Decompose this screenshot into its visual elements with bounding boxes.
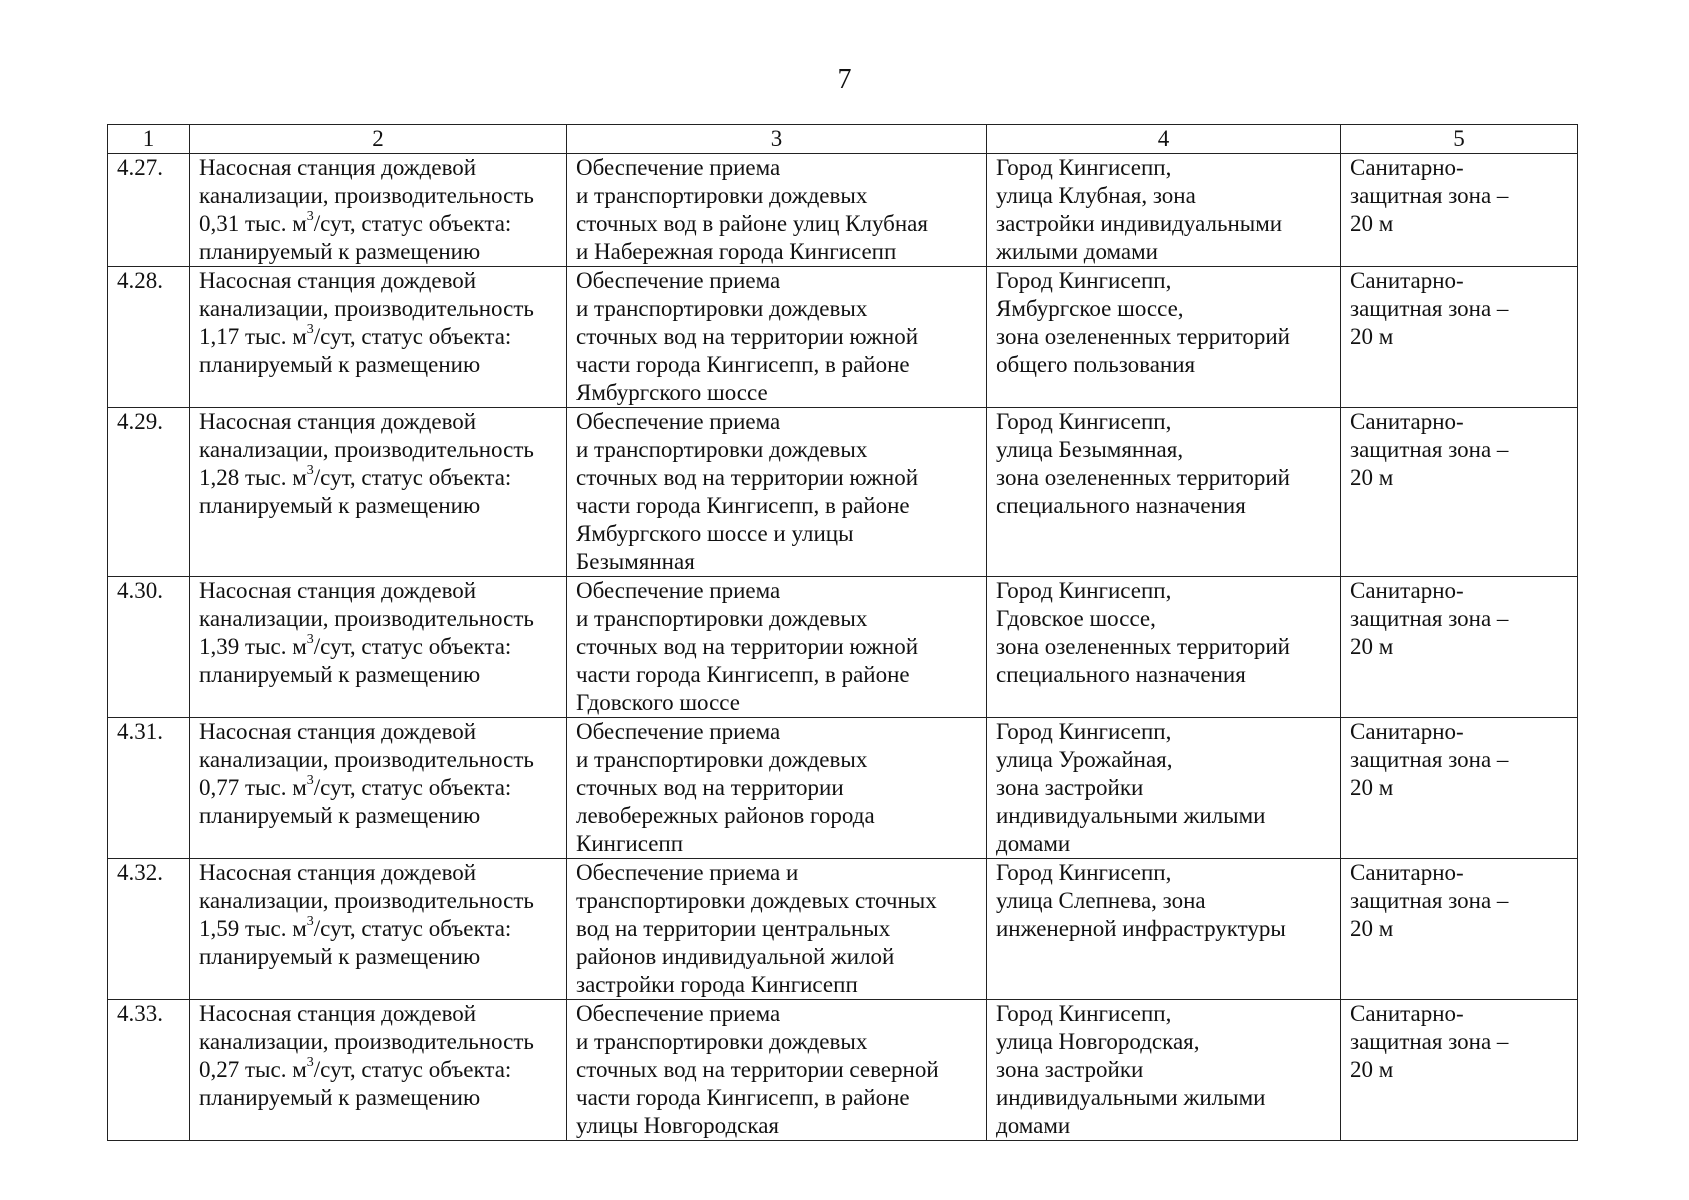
location-line: специального назначения bbox=[996, 662, 1246, 687]
sanitary-zone-line: защитная зона – bbox=[1350, 747, 1509, 772]
purpose-line: сточных вод на территории северной bbox=[576, 1057, 939, 1082]
location-line: Город Кингисепп, bbox=[996, 1001, 1172, 1026]
facility-status-line: планируемый к размещению bbox=[199, 662, 481, 687]
capacity-value: 1,39 тыс. м bbox=[199, 634, 307, 659]
sanitary-zone-line: 20 м bbox=[1350, 916, 1394, 941]
facility-name-cell bbox=[190, 1000, 567, 1141]
facility-name-line: канализации, производительность bbox=[199, 183, 534, 208]
unit-superscript: 3 bbox=[306, 632, 314, 648]
header-col-1: 1 bbox=[108, 125, 190, 154]
purpose-line: Ямбургского шоссе bbox=[576, 380, 768, 405]
purpose-line: улицы Новгородская bbox=[576, 1113, 779, 1138]
capacity-unit-status: /сут, статус объекта: bbox=[313, 465, 512, 490]
location-line: индивидуальными жилыми bbox=[996, 803, 1266, 828]
facility-capacity-line bbox=[199, 633, 557, 661]
purpose-line: и транспортировки дождевых bbox=[576, 1029, 868, 1054]
location-cell bbox=[987, 577, 1341, 718]
sanitary-zone-cell bbox=[1341, 718, 1578, 859]
table-row bbox=[108, 577, 1578, 718]
purpose-line: и транспортировки дождевых bbox=[576, 747, 868, 772]
capacity-unit-status: /сут, статус объекта: bbox=[313, 324, 512, 349]
unit-superscript: 3 bbox=[306, 1055, 314, 1071]
purpose-cell bbox=[567, 1000, 987, 1141]
facility-name-line: Насосная станция дождевой bbox=[199, 268, 477, 293]
purpose-line: транспортировки дождевых сточных bbox=[576, 888, 937, 913]
row-number: 4.30. bbox=[108, 577, 190, 718]
header-col-4: 4 bbox=[987, 125, 1341, 154]
location-line: инженерной инфраструктуры bbox=[996, 916, 1286, 941]
facility-name-line: Насосная станция дождевой bbox=[199, 409, 477, 434]
location-line: улица Безымянная, bbox=[996, 437, 1184, 462]
purpose-line: вод на территории центральных bbox=[576, 916, 891, 941]
purpose-line: Кингисепп bbox=[576, 831, 684, 856]
purpose-cell bbox=[567, 859, 987, 1000]
table-header bbox=[108, 125, 1578, 154]
sanitary-zone-cell bbox=[1341, 859, 1578, 1000]
purpose-line: Обеспечение приема bbox=[576, 409, 781, 434]
capacity-value: 0,31 тыс. м bbox=[199, 211, 307, 236]
sanitary-zone-line: 20 м bbox=[1350, 1057, 1394, 1082]
purpose-line: и транспортировки дождевых bbox=[576, 437, 868, 462]
unit-superscript: 3 bbox=[306, 209, 314, 225]
purpose-line: Безымянная bbox=[576, 549, 695, 574]
facility-capacity-line bbox=[199, 464, 557, 492]
sanitary-zone-line: 20 м bbox=[1350, 775, 1394, 800]
facility-capacity-line bbox=[199, 210, 557, 238]
facility-name-cell bbox=[190, 859, 567, 1000]
capacity-value: 1,17 тыс. м bbox=[199, 324, 307, 349]
row-number: 4.31. bbox=[108, 718, 190, 859]
location-line: улица Новгородская, bbox=[996, 1029, 1200, 1054]
facility-capacity-line bbox=[199, 1056, 557, 1084]
purpose-line: сточных вод на территории bbox=[576, 775, 844, 800]
location-cell bbox=[987, 267, 1341, 408]
location-line: улица Слепнева, зона bbox=[996, 888, 1206, 913]
purpose-line: части города Кингисепп, в районе bbox=[576, 1085, 910, 1110]
facility-status-line: планируемый к размещению bbox=[199, 803, 481, 828]
purpose-line: и Набережная города Кингисепп bbox=[576, 239, 897, 264]
facility-name-cell bbox=[190, 577, 567, 718]
sanitary-zone-cell bbox=[1341, 267, 1578, 408]
purpose-line: Обеспечение приема bbox=[576, 578, 781, 603]
location-line: Город Кингисепп, bbox=[996, 409, 1172, 434]
table-row bbox=[108, 154, 1578, 267]
capacity-value: 1,59 тыс. м bbox=[199, 916, 307, 941]
capacity-unit-status: /сут, статус объекта: bbox=[313, 1057, 512, 1082]
capacity-value: 0,77 тыс. м bbox=[199, 775, 307, 800]
table-row bbox=[108, 718, 1578, 859]
sanitary-zone-line: Санитарно- bbox=[1350, 860, 1464, 885]
sanitary-zone-line: 20 м bbox=[1350, 634, 1394, 659]
header-col-3: 3 bbox=[567, 125, 987, 154]
capacity-value: 0,27 тыс. м bbox=[199, 1057, 307, 1082]
sanitary-zone-line: Санитарно- bbox=[1350, 409, 1464, 434]
table-body bbox=[108, 154, 1578, 1141]
location-line: Город Кингисепп, bbox=[996, 860, 1172, 885]
purpose-line: и транспортировки дождевых bbox=[576, 606, 868, 631]
purpose-line: и транспортировки дождевых bbox=[576, 296, 868, 321]
unit-superscript: 3 bbox=[306, 914, 314, 930]
row-number: 4.28. bbox=[108, 267, 190, 408]
facility-name-cell bbox=[190, 267, 567, 408]
table-row bbox=[108, 859, 1578, 1000]
sanitary-zone-line: Санитарно- bbox=[1350, 1001, 1464, 1026]
location-line: Гдовское шоссе, bbox=[996, 606, 1156, 631]
capacity-unit-status: /сут, статус объекта: bbox=[313, 634, 512, 659]
header-col-5: 5 bbox=[1341, 125, 1578, 154]
location-line: общего пользования bbox=[996, 352, 1196, 377]
row-number: 4.32. bbox=[108, 859, 190, 1000]
purpose-line: Обеспечение приема bbox=[576, 268, 781, 293]
row-number: 4.27. bbox=[108, 154, 190, 267]
sanitary-zone-cell bbox=[1341, 154, 1578, 267]
location-cell bbox=[987, 1000, 1341, 1141]
purpose-cell bbox=[567, 154, 987, 267]
sanitary-zone-line: 20 м bbox=[1350, 465, 1394, 490]
table-row bbox=[108, 408, 1578, 577]
header-col-2: 2 bbox=[190, 125, 567, 154]
purpose-cell bbox=[567, 577, 987, 718]
capacity-unit-status: /сут, статус объекта: bbox=[313, 211, 512, 236]
purpose-line: Обеспечение приема bbox=[576, 1001, 781, 1026]
purpose-line: и транспортировки дождевых bbox=[576, 183, 868, 208]
sanitary-zone-line: защитная зона – bbox=[1350, 888, 1509, 913]
facility-name-line: канализации, производительность bbox=[199, 437, 534, 462]
location-line: Город Кингисепп, bbox=[996, 268, 1172, 293]
table-row bbox=[108, 267, 1578, 408]
facility-status-line: планируемый к размещению bbox=[199, 944, 481, 969]
facility-name-line: Насосная станция дождевой bbox=[199, 578, 477, 603]
purpose-cell bbox=[567, 718, 987, 859]
location-line: зона застройки bbox=[996, 1057, 1144, 1082]
purpose-line: части города Кингисепп, в районе bbox=[576, 493, 910, 518]
purpose-line: районов индивидуальной жилой bbox=[576, 944, 895, 969]
facility-name-line: Насосная станция дождевой bbox=[199, 719, 477, 744]
unit-superscript: 3 bbox=[306, 322, 314, 338]
location-line: Ямбургское шоссе, bbox=[996, 296, 1184, 321]
row-number: 4.33. bbox=[108, 1000, 190, 1141]
location-line: домами bbox=[996, 1113, 1071, 1138]
facility-name-cell bbox=[190, 718, 567, 859]
sanitary-zone-line: защитная зона – bbox=[1350, 606, 1509, 631]
capacity-value: 1,28 тыс. м bbox=[199, 465, 307, 490]
facility-name-cell bbox=[190, 408, 567, 577]
purpose-line: Обеспечение приема bbox=[576, 155, 781, 180]
location-line: зона застройки bbox=[996, 775, 1144, 800]
unit-superscript: 3 bbox=[306, 463, 314, 479]
sanitary-zone-line: Санитарно- bbox=[1350, 578, 1464, 603]
purpose-line: Обеспечение приема bbox=[576, 719, 781, 744]
sanitary-zone-cell bbox=[1341, 577, 1578, 718]
sanitary-zone-line: Санитарно- bbox=[1350, 155, 1464, 180]
sanitary-zone-line: 20 м bbox=[1350, 211, 1394, 236]
location-cell bbox=[987, 408, 1341, 577]
sanitary-zone-cell bbox=[1341, 1000, 1578, 1141]
facilities-table bbox=[107, 124, 1578, 1141]
location-line: улица Клубная, зона bbox=[996, 183, 1196, 208]
location-line: застройки индивидуальными bbox=[996, 211, 1283, 236]
sanitary-zone-line: Санитарно- bbox=[1350, 719, 1464, 744]
location-line: индивидуальными жилыми bbox=[996, 1085, 1266, 1110]
sanitary-zone-line: защитная зона – bbox=[1350, 1029, 1509, 1054]
facility-name-cell bbox=[190, 154, 567, 267]
header-row bbox=[108, 125, 1578, 154]
facility-name-line: канализации, производительность bbox=[199, 606, 534, 631]
facility-capacity-line bbox=[199, 774, 557, 802]
location-cell bbox=[987, 718, 1341, 859]
facility-name-line: канализации, производительность bbox=[199, 888, 534, 913]
facility-status-line: планируемый к размещению bbox=[199, 493, 481, 518]
purpose-line: сточных вод на территории южной bbox=[576, 324, 919, 349]
purpose-line: застройки города Кингисепп bbox=[576, 972, 858, 997]
location-line: специального назначения bbox=[996, 493, 1246, 518]
facility-capacity-line bbox=[199, 915, 557, 943]
purpose-cell bbox=[567, 267, 987, 408]
sanitary-zone-line: защитная зона – bbox=[1350, 437, 1509, 462]
sanitary-zone-line: защитная зона – bbox=[1350, 183, 1509, 208]
location-cell bbox=[987, 154, 1341, 267]
table-row bbox=[108, 1000, 1578, 1141]
facility-name-line: канализации, производительность bbox=[199, 747, 534, 772]
location-line: Город Кингисепп, bbox=[996, 578, 1172, 603]
facility-status-line: планируемый к размещению bbox=[199, 239, 481, 264]
location-line: зона озелененных территорий bbox=[996, 465, 1290, 490]
facility-name-line: Насосная станция дождевой bbox=[199, 1001, 477, 1026]
location-line: улица Урожайная, bbox=[996, 747, 1173, 772]
purpose-line: части города Кингисепп, в районе bbox=[576, 352, 910, 377]
facility-name-line: канализации, производительность bbox=[199, 1029, 534, 1054]
sanitary-zone-line: Санитарно- bbox=[1350, 268, 1464, 293]
facility-name-line: Насосная станция дождевой bbox=[199, 860, 477, 885]
sanitary-zone-line: 20 м bbox=[1350, 324, 1394, 349]
sanitary-zone-line: защитная зона – bbox=[1350, 296, 1509, 321]
purpose-line: Обеспечение приема и bbox=[576, 860, 799, 885]
purpose-line: Гдовского шоссе bbox=[576, 690, 741, 715]
facility-status-line: планируемый к размещению bbox=[199, 352, 481, 377]
location-line: Город Кингисепп, bbox=[996, 719, 1172, 744]
purpose-line: сточных вод на территории южной bbox=[576, 465, 919, 490]
facility-capacity-line bbox=[199, 323, 557, 351]
location-line: жилыми домами bbox=[996, 239, 1158, 264]
location-line: Город Кингисепп, bbox=[996, 155, 1172, 180]
page-number: 7 bbox=[837, 64, 852, 95]
purpose-cell bbox=[567, 408, 987, 577]
purpose-line: левобережных районов города bbox=[576, 803, 875, 828]
facility-status-line: планируемый к размещению bbox=[199, 1085, 481, 1110]
location-cell bbox=[987, 859, 1341, 1000]
location-line: зона озелененных территорий bbox=[996, 324, 1290, 349]
purpose-line: части города Кингисепп, в районе bbox=[576, 662, 910, 687]
facility-name-line: Насосная станция дождевой bbox=[199, 155, 477, 180]
purpose-line: сточных вод в районе улиц Клубная bbox=[576, 211, 928, 236]
row-number: 4.29. bbox=[108, 408, 190, 577]
unit-superscript: 3 bbox=[306, 773, 314, 789]
facility-name-line: канализации, производительность bbox=[199, 296, 534, 321]
purpose-line: Ямбургского шоссе и улицы bbox=[576, 521, 854, 546]
location-line: домами bbox=[996, 831, 1071, 856]
purpose-line: сточных вод на территории южной bbox=[576, 634, 919, 659]
capacity-unit-status: /сут, статус объекта: bbox=[313, 775, 512, 800]
location-line: зона озелененных территорий bbox=[996, 634, 1290, 659]
capacity-unit-status: /сут, статус объекта: bbox=[313, 916, 512, 941]
sanitary-zone-cell bbox=[1341, 408, 1578, 577]
